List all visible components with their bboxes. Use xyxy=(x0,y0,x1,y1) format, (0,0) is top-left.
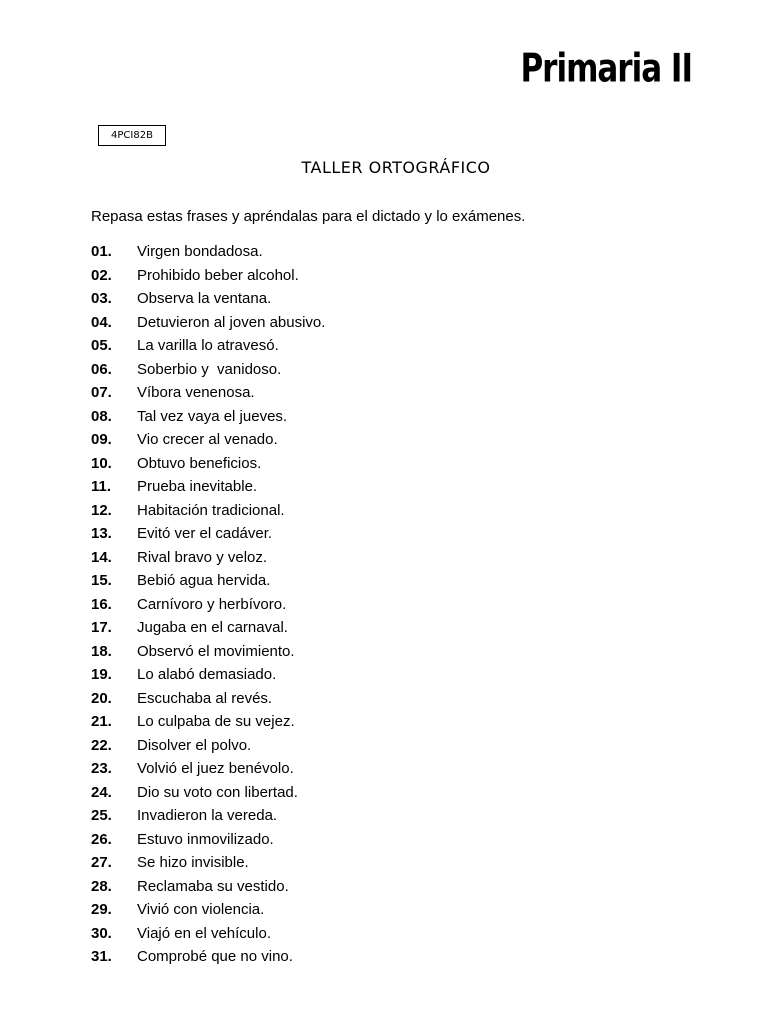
list-item xyxy=(91,901,325,925)
phrase-number: 31. xyxy=(91,948,112,965)
phrase-text: Comprobé que no vino. xyxy=(137,948,293,965)
phrase-text: Estuvo inmovilizado. xyxy=(137,830,274,848)
phrase-text: Viajó en el vehículo. xyxy=(137,924,271,942)
list-item xyxy=(91,854,325,878)
list-item xyxy=(91,643,325,667)
phrase-number: 26. xyxy=(91,830,112,848)
list-item xyxy=(91,760,325,784)
list-item xyxy=(91,572,325,596)
phrase-number: 01. xyxy=(91,243,112,260)
phrase-text: Prohibido beber alcohol. xyxy=(137,266,299,284)
phrase-text: La varilla lo atravesó. xyxy=(137,337,279,354)
list-item xyxy=(91,267,325,291)
list-item xyxy=(91,243,325,267)
phrase-number: 29. xyxy=(91,901,112,918)
phrase-number: 17. xyxy=(91,619,112,636)
phrase-number: 21. xyxy=(91,713,112,730)
list-item xyxy=(91,549,325,573)
phrase-text: Escuchaba al revés. xyxy=(137,689,273,707)
phrase-text: Lo alabó demasiado. xyxy=(137,666,277,683)
phrase-number: 18. xyxy=(91,642,112,660)
list-item xyxy=(91,784,325,808)
phrase-text: Virgen bondadosa. xyxy=(137,243,263,260)
list-item xyxy=(91,525,325,549)
phrase-number: 27. xyxy=(91,854,112,871)
phrase-text: Bebió agua hervida. xyxy=(137,572,271,589)
phrase-text: Se hizo invisible. xyxy=(137,854,249,871)
list-item xyxy=(91,831,325,855)
list-item xyxy=(91,455,325,479)
phrase-text: Obtuvo beneficios. xyxy=(137,454,262,472)
phrase-text: Dio su voto con libertad. xyxy=(137,783,298,801)
brand-logo: Primaria II xyxy=(520,46,692,92)
phrase-number: 19. xyxy=(91,666,112,683)
phrase-number: 04. xyxy=(91,313,112,331)
list-item xyxy=(91,878,325,902)
phrase-list xyxy=(91,243,325,972)
phrase-text: Tal vez vaya el jueves. xyxy=(137,407,288,425)
list-item xyxy=(91,384,325,408)
phrase-number: 12. xyxy=(91,501,112,519)
document-code: 4PCI82B xyxy=(98,125,166,146)
phrase-text: Detuvieron al joven abusivo. xyxy=(137,313,326,331)
phrase-number: 10. xyxy=(91,454,112,472)
phrase-number: 16. xyxy=(91,595,112,613)
list-item xyxy=(91,925,325,949)
list-item xyxy=(91,666,325,690)
list-item xyxy=(91,737,325,761)
phrase-number: 08. xyxy=(91,407,112,425)
phrase-number: 14. xyxy=(91,548,112,566)
list-item xyxy=(91,690,325,714)
phrase-text: Vivió con violencia. xyxy=(137,901,265,918)
phrase-text: Reclamaba su vestido. xyxy=(137,877,289,895)
list-item xyxy=(91,596,325,620)
phrase-text: Evitó ver el cadáver. xyxy=(137,525,273,542)
list-item xyxy=(91,408,325,432)
phrase-text: Carnívoro y herbívoro. xyxy=(137,595,287,613)
list-item xyxy=(91,337,325,361)
phrase-text: Víbora venenosa. xyxy=(137,384,255,401)
phrase-text: Observó el movimiento. xyxy=(137,642,295,660)
page-title: TALLER ORTOGRÁFICO xyxy=(301,158,491,177)
phrase-text: Rival bravo y veloz. xyxy=(137,548,268,566)
phrase-text: Invadieron la vereda. xyxy=(137,807,278,824)
phrase-number: 15. xyxy=(91,572,112,589)
list-item xyxy=(91,431,325,455)
phrase-number: 24. xyxy=(91,783,112,801)
phrase-text: Vio crecer al venado. xyxy=(137,431,278,448)
phrase-text: Soberbio y vanidoso. xyxy=(137,360,282,378)
phrase-number: 02. xyxy=(91,266,112,284)
list-item xyxy=(91,290,325,314)
list-item xyxy=(91,948,325,972)
list-item xyxy=(91,361,325,385)
phrase-text: Habitación tradicional. xyxy=(137,501,285,519)
phrase-number: 11. xyxy=(91,478,112,495)
phrase-number: 06. xyxy=(91,360,112,378)
phrase-number: 13. xyxy=(91,525,112,542)
phrase-text: Prueba inevitable. xyxy=(137,478,258,495)
instructions-text: Repasa estas frases y apréndalas para el dictado y lo exámenes. xyxy=(91,208,526,225)
phrase-text: Lo culpaba de su vejez. xyxy=(137,713,295,730)
phrase-text: Observa la ventana. xyxy=(137,290,272,307)
list-item xyxy=(91,478,325,502)
phrase-number: 28. xyxy=(91,877,112,895)
list-item xyxy=(91,713,325,737)
phrase-number: 23. xyxy=(91,760,112,777)
list-item xyxy=(91,502,325,526)
phrase-text: Disolver el polvo. xyxy=(137,736,252,754)
phrase-number: 30. xyxy=(91,924,112,942)
list-item xyxy=(91,807,325,831)
phrase-number: 03. xyxy=(91,290,112,307)
phrase-text: Volvió el juez benévolo. xyxy=(137,760,294,777)
list-item xyxy=(91,314,325,338)
phrase-number: 20. xyxy=(91,689,112,707)
phrase-number: 07. xyxy=(91,384,112,401)
phrase-number: 22. xyxy=(91,736,112,754)
phrase-text: Jugaba en el carnaval. xyxy=(137,619,288,636)
phrase-number: 05. xyxy=(91,337,112,354)
phrase-number: 09. xyxy=(91,431,112,448)
list-item xyxy=(91,619,325,643)
phrase-number: 25. xyxy=(91,807,112,824)
